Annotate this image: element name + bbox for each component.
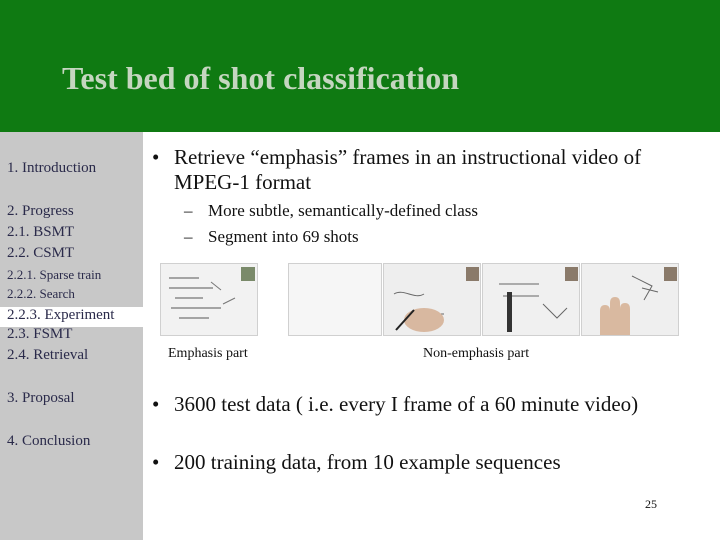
video-frame-pen xyxy=(482,263,580,336)
bullet-test-data-text: 3600 test data ( i.e. every I frame of a 60 minute video) xyxy=(174,392,639,416)
bullet-training-data-text: 200 training data, from 10 example sequences xyxy=(174,450,561,474)
sidebar-item-csmt[interactable]: 2.2. CSMT xyxy=(7,245,75,261)
bullet-dot: • xyxy=(152,450,160,474)
sidebar-item-sparse-train[interactable]: 2.2.1. Sparse train xyxy=(7,267,102,282)
sidebar-item-progress[interactable]: 2. Progress xyxy=(7,203,74,219)
video-frame-hand-writing xyxy=(383,263,481,336)
sub-bullet-text: Segment into 69 shots xyxy=(208,227,359,246)
sidebar-item-bsmt[interactable]: 2.1. BSMT xyxy=(7,224,75,240)
sidebar-item-proposal[interactable]: 3. Proposal xyxy=(7,390,75,406)
sidebar-item-conclusion[interactable]: 4. Conclusion xyxy=(7,433,91,449)
bullet-dot: • xyxy=(152,145,160,169)
caption-emphasis: Emphasis part xyxy=(168,346,248,361)
header-band xyxy=(0,0,720,132)
video-frame-hand xyxy=(581,263,679,336)
bullet-dot: • xyxy=(152,392,160,416)
slide-title: Test bed of shot classification xyxy=(62,60,460,96)
sidebar-item-retrieval[interactable]: 2.4. Retrieval xyxy=(7,347,89,363)
sidebar-item-fsmt[interactable]: 2.3. FSMT xyxy=(7,326,73,342)
sidebar-item-experiment[interactable]: 2.2.3. Experiment xyxy=(0,307,143,327)
bullet-retrieve-text: Retrieve “emphasis” frames in an instructional video of MPEG-1 format xyxy=(174,145,642,194)
sub-bullet-text: More subtle, semantically-defined class xyxy=(208,201,479,220)
sidebar-item-search[interactable]: 2.2.2. Search xyxy=(7,286,75,301)
page-number: 25 xyxy=(645,497,657,511)
caption-non-emphasis: Non-emphasis part xyxy=(423,346,530,361)
video-frame-blank xyxy=(288,263,382,336)
sidebar-item-introduction[interactable]: 1. Introduction xyxy=(7,160,97,176)
video-frame-emphasis xyxy=(160,263,258,336)
